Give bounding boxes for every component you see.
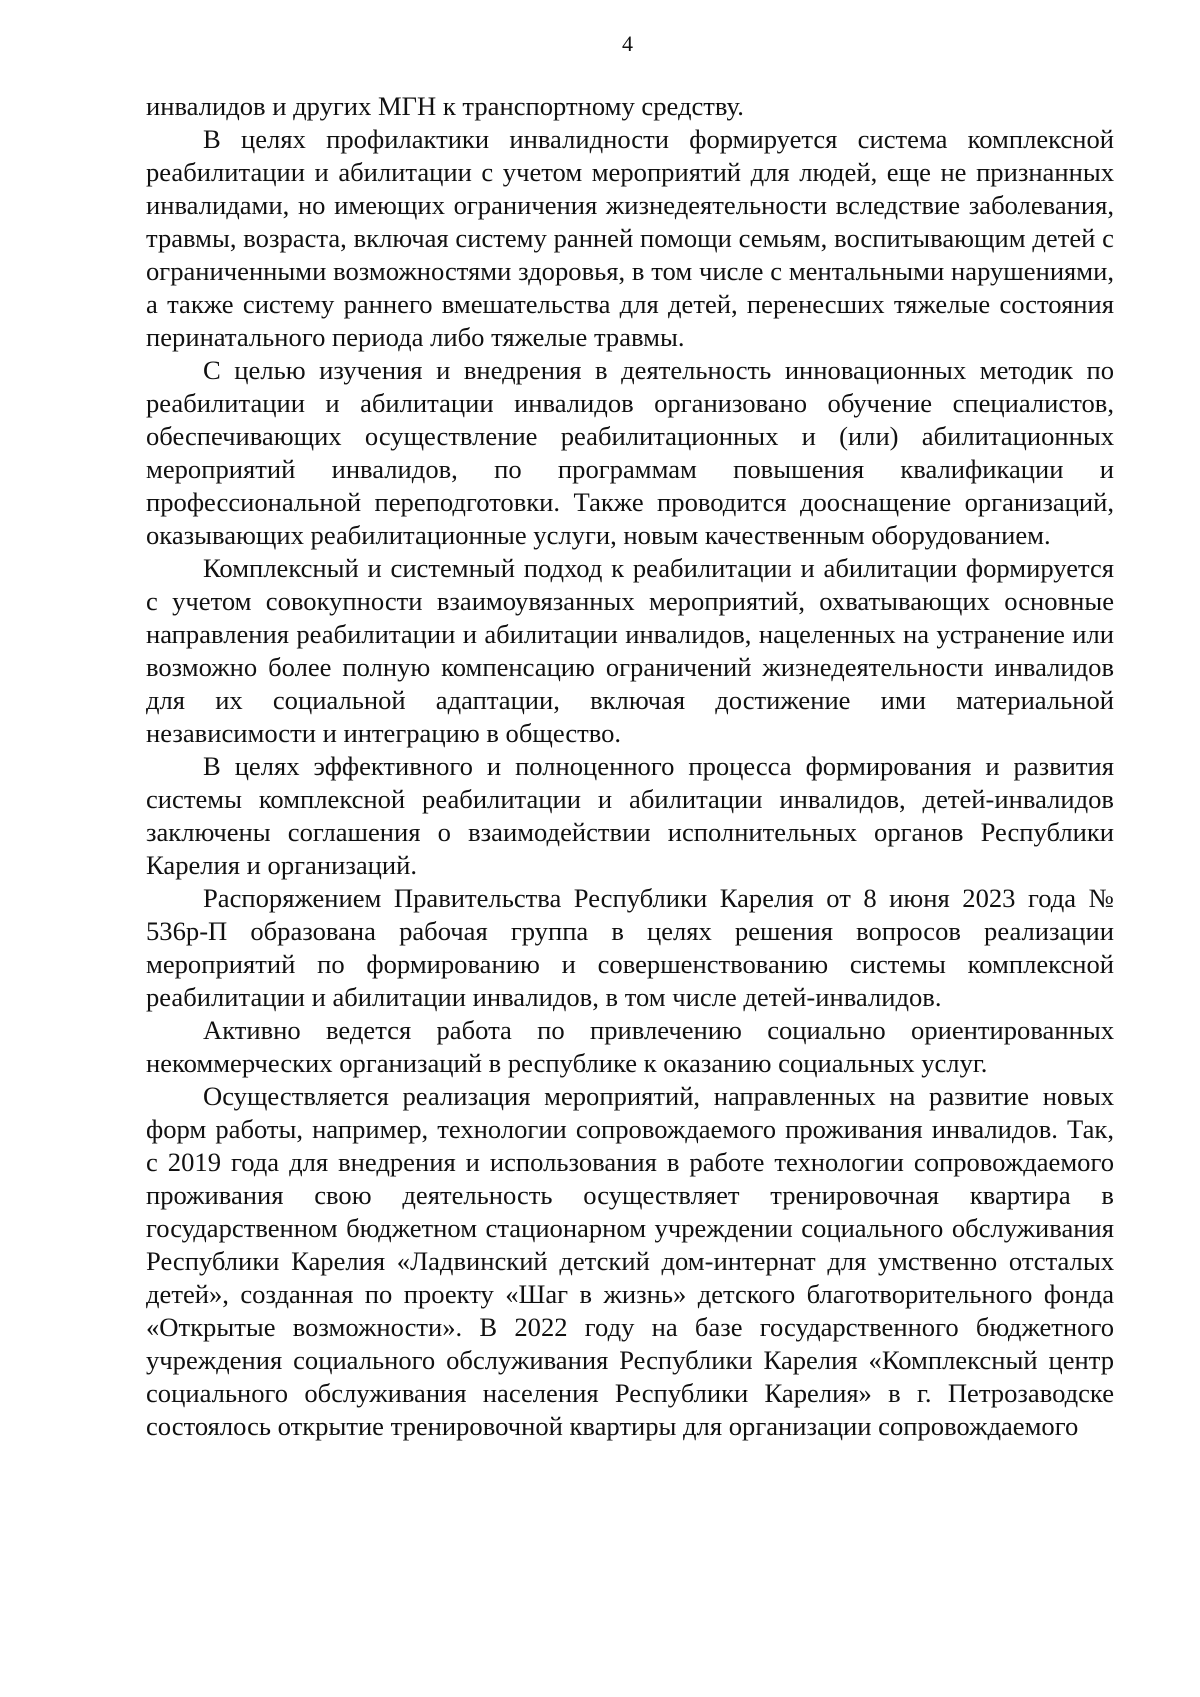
paragraph-continuation: инвалидов и других МГН к транспортному средству. <box>146 91 744 121</box>
paragraph-complex-approach: Комплексный и системный подход к реабилитации и абилитации формируется с учетом совокупности взаимоувязанных мероприятий, охватывающих основные направления реабилитации и абилитации инвалидов, нацеленных на устранение или возможно более полную компенсацию ограничений жизнедеятельности инвалидов для их социальной адаптации, включая достижение ими материальной независимости и интеграцию в общество. <box>146 553 1114 748</box>
paragraph-cooperation-agreements: В целях эффективного и полноценного процесса формирования и развития системы комплексной реабилитации и абилитации инвалидов, детей-инвалидов заключены соглашения о взаимодействии исполнительных органов Республики Карелия и организаций. <box>146 751 1114 880</box>
paragraph-working-group: Распоряжением Правительства Республики Карелия от 8 июня 2023 года № 536р-П образована рабочая группа в целях решения вопросов реализации мероприятий по формированию и совершенствованию системы комплексной реабилитации и абилитации инвалидов, в том числе детей-инвалидов. <box>146 883 1114 1012</box>
paragraph-specialist-training: С целью изучения и внедрения в деятельность инновационных методик по реабилитации и абилитации инвалидов организовано обучение специалистов, обеспечивающих осуществление реабилитационных и (или) абилитационных мероприятий инвалидов, по программам повышения квалификации и профессиональной переподготовки. Также проводится дооснащение организаций, оказывающих реабилитационные услуги, новым качественным оборудованием. <box>146 355 1114 550</box>
page-number: 4 <box>622 31 633 56</box>
paragraph-nonprofit-organizations: Активно ведется работа по привлечению социально ориентированных некоммерческих организаций в республике к оказанию социальных услуг. <box>146 1015 1114 1078</box>
paragraph-disability-prevention: В целях профилактики инвалидности формируется система комплексной реабилитации и абилитации с учетом мероприятий для людей, еще не признанных инвалидами, но имеющих ограничения жизнедеятельности вследствие заболевания, травмы, возраста, включая систему ранней помощи семьям, воспитывающим детей с ограниченными возможностями здоровья, в том числе с ментальными нарушениями, а также систему раннего вмешательства для детей, перенесших тяжелые состояния перинатального периода либо тяжелые травмы. <box>146 124 1114 352</box>
document-body <box>146 90 1114 1443</box>
paragraph-supported-living: Осуществляется реализация мероприятий, направленных на развитие новых форм работы, например, технологии сопровождаемого проживания инвалидов. Так, с 2019 года для внедрения и использования в работе технологии сопровождаемого проживания свою деятельность осуществляет тренировочная квартира в государственном бюджетном стационарном учреждении социального обслуживания Республики Карелия «Ладвинский детский дом-интернат для умственно отсталых детей», созданная по проекту «Шаг в жизнь» детского благотворительного фонда «Открытые возможности». В 2022 году на базе государственного бюджетного учреждения социального обслуживания Республики Карелия «Комплексный центр социального обслуживания населения Республики Карелия» в г. Петрозаводске состоялось открытие тренировочной квартиры для организации сопровождаемого <box>146 1081 1114 1441</box>
